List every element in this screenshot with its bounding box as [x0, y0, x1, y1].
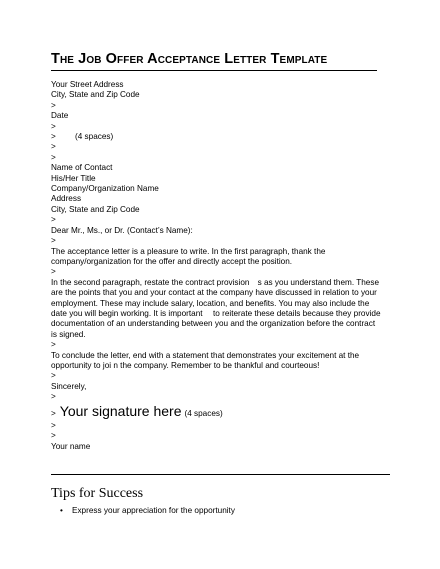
paragraph-3: To conclude the letter, end with a statement that demonstrates your excitement at the opportunity to joi n the company. Remember to be thankful and courteous! [51, 350, 360, 370]
arrow-marker: > [51, 121, 56, 131]
signature-spacing-note: (4 spaces) [184, 408, 223, 418]
your-name: Your name [51, 441, 91, 451]
arrow-marker: > [51, 132, 56, 142]
spacing-note-row [51, 132, 381, 142]
bullet-icon: • [60, 506, 63, 515]
arrow-marker: > [51, 431, 56, 441]
salutation: Dear Mr., Ms., or Dr. (Contact’s Name): [51, 225, 193, 235]
letter-body [51, 80, 381, 452]
arrow-marker: > [51, 408, 56, 418]
arrow-marker: > [51, 142, 56, 152]
recipient-company: Company/Organization Name [51, 184, 159, 194]
paragraph-1: The acceptance letter is a pleasure to write. In the first paragraph, thank the company/organization for the offer and directly accept the position. [51, 246, 326, 266]
spacing-note: (4 spaces) [75, 132, 114, 142]
tips-list [60, 506, 390, 516]
section-divider [51, 474, 390, 475]
signature-row [51, 402, 381, 419]
title-underline [51, 70, 377, 71]
arrow-marker: > [51, 340, 56, 350]
arrow-marker: > [51, 100, 56, 110]
closing: Sincerely, [51, 381, 87, 391]
arrow-marker: > [51, 421, 56, 430]
arrow-marker: > [51, 371, 56, 381]
tips-heading: Tips for Success [51, 486, 144, 501]
arrow-marker: > [51, 152, 56, 162]
arrow-marker: > [51, 267, 56, 277]
tip-text: Express your appreciation for the opportunity [72, 506, 235, 515]
arrow-marker: > [51, 392, 56, 402]
recipient-title: His/Her Title [51, 173, 96, 183]
recipient-city: City, State and Zip Code [51, 204, 140, 214]
paragraph-2: In the second paragraph, restate the contract provision s as you understand them. These are the points that you and your contact at the company have discussed in relation to your employment. These may include salary, location, and benefits. You may also include the date you will begin working. It is important to reiterate these details because they provide documentation of an understanding between you and the organization before the contract is signed. [51, 277, 381, 339]
sender-street: Your Street Address [51, 80, 124, 89]
recipient-address: Address [51, 194, 82, 204]
list-item [60, 506, 390, 516]
sender-date: Date [51, 111, 69, 121]
arrow-marker: > [51, 215, 56, 225]
arrow-marker: > [51, 236, 56, 246]
sender-city: City, State and Zip Code [51, 90, 140, 100]
page-title: The Job Offer Acceptance Letter Template [51, 51, 328, 67]
signature-placeholder: Your signature here [59, 402, 182, 419]
recipient-name: Name of Contact [51, 163, 113, 173]
